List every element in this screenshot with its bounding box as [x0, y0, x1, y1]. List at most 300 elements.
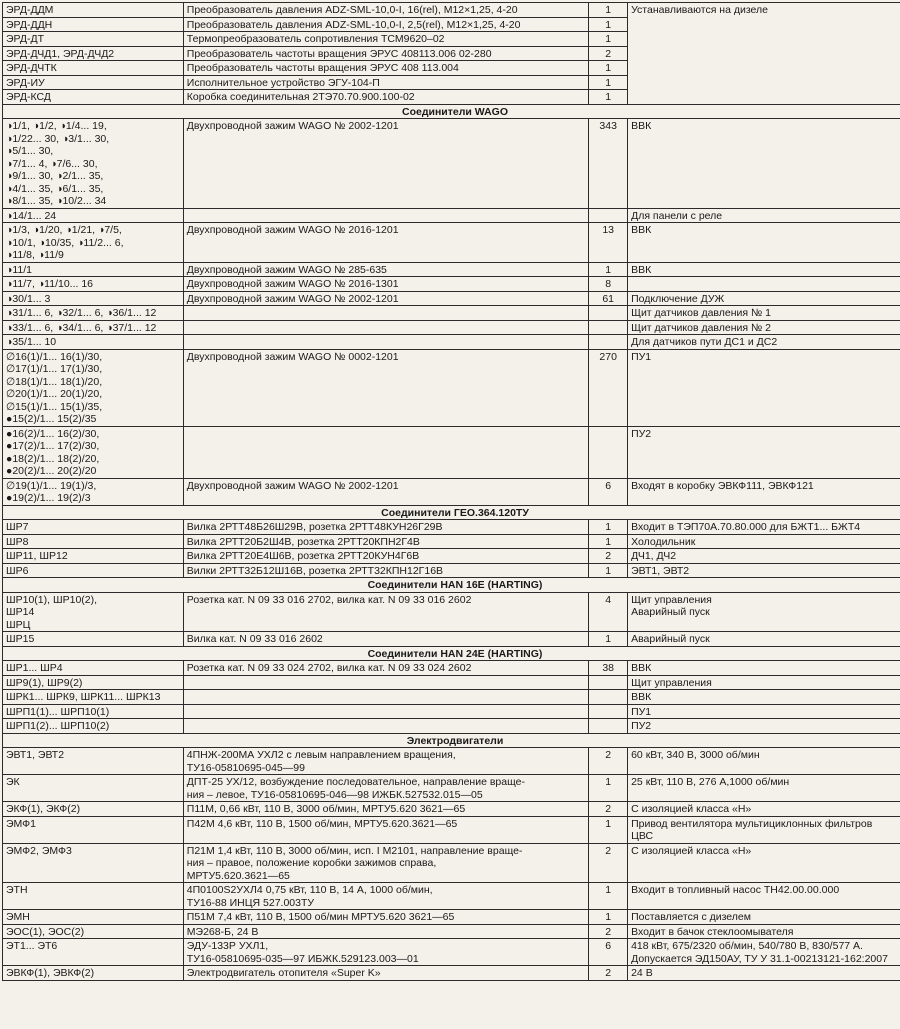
designation-cell: [3, 690, 184, 705]
designation-cell: [3, 802, 184, 817]
designation-cell-line: ШР11, ШР12: [6, 550, 68, 562]
note-cell: [628, 816, 900, 843]
designation-cell-line: ШР9(1), ШР9(2): [6, 676, 83, 689]
note-cell-line: Входит в бачок стеклоомывателя: [631, 925, 794, 938]
table-row: [3, 119, 900, 209]
description-cell-line: ния – левое, ТУ16-05810695-046—98 ИЖБК.527532.015—05: [186, 788, 483, 801]
quantity-cell: 1: [589, 75, 628, 90]
description-cell: [183, 939, 589, 966]
section-title: Соединители HAN 24E (HARTING): [3, 646, 900, 661]
quantity-cell: 1: [589, 17, 628, 32]
designation-cell: [3, 534, 184, 549]
section-title: Соединители HAN 16E (HARTING): [3, 578, 900, 593]
quantity-cell: 1: [589, 61, 628, 76]
note-cell-line: Поставляется с дизелем: [631, 911, 751, 923]
designation-cell: [3, 262, 184, 277]
designation-cell-line: ЭМФ1: [6, 817, 36, 830]
quantity-cell: 2: [589, 46, 628, 61]
description-cell-line: Двухпроводной зажим WAGO № 2002-1201: [186, 292, 399, 305]
table-row: [3, 520, 900, 535]
specification-table: [2, 2, 900, 981]
description-cell-line: Двухпроводной зажим WAGO № 0002-1201: [186, 350, 399, 363]
note-cell: [628, 802, 900, 817]
description-cell-line: МРТУ5.620.3621—65: [186, 869, 290, 882]
note-cell-line: ПУ2: [631, 720, 652, 732]
designation-cell: [3, 349, 184, 426]
designation-cell-line: ШРЦ: [6, 618, 31, 631]
designation-cell-line: ЭВТ1, ЭВТ2: [6, 749, 65, 761]
description-cell: [183, 306, 589, 321]
note-cell-line: Привод вентилятора мультициклонных фильтров: [631, 817, 873, 830]
quantity-cell: 1: [589, 816, 628, 843]
designation-cell: [3, 910, 184, 925]
designation-cell-line: ◑5/1... 30,: [6, 145, 54, 157]
note-cell-line: Входят в коробку ЭВКФ111, ЭВКФ121: [631, 479, 814, 492]
description-cell-line: Вилка 2РТТ20Е4Ш6В, розетка 2РТТ20КУН4Г6В: [186, 550, 420, 562]
table-row: [3, 549, 900, 564]
description-cell-line: Двухпроводной зажим WAGO № 285-635: [186, 263, 387, 276]
note-cell: [628, 119, 900, 209]
description-cell-line: [187, 720, 586, 733]
designation-cell-line: ШР1... ШР4: [6, 662, 63, 674]
designation-cell-line: ∅19(1)/1... 19(1)/3,: [6, 479, 97, 492]
table-row: [3, 534, 900, 549]
designation-cell-line: ∅16(1)/1... 16(1)/30,: [6, 350, 103, 363]
note-cell-line: Для панели с реле: [631, 209, 723, 222]
table-row: [3, 592, 900, 632]
table-row: [3, 802, 900, 817]
section-header-row: [3, 104, 900, 119]
description-cell: [183, 277, 589, 292]
description-cell: [183, 320, 589, 335]
note-cell: [628, 277, 900, 292]
note-cell: [628, 632, 900, 647]
note-cell-line: С изоляцией класса «Н»: [631, 803, 752, 815]
designation-cell: [3, 719, 184, 734]
designation-cell-line: ЭВКФ(1), ЭВКФ(2): [6, 967, 95, 979]
designation-cell-line: ШР10(1), ШР10(2),: [6, 593, 98, 606]
section-header-row: [3, 646, 900, 661]
note-cell: [628, 563, 900, 578]
description-cell: [183, 910, 589, 925]
note-cell-line: Аварийный пуск: [631, 633, 710, 645]
description-cell: [183, 704, 589, 719]
table-row: [3, 277, 900, 292]
description-cell: [183, 335, 589, 350]
quantity-cell: 1: [589, 632, 628, 647]
designation-cell-line: ◑35/1... 10: [6, 336, 57, 348]
quantity-cell: 2: [589, 549, 628, 564]
designation-cell-line: ◑4/1... 35, ◑6/1... 35,: [6, 182, 104, 195]
table-row: [3, 426, 900, 478]
description-cell-line: [187, 706, 586, 719]
description-cell-line: П11М, 0,66 кВт, 110 В, 3000 об/мин, МРТУ5.620 3621—65: [186, 803, 466, 815]
description-cell: [183, 426, 589, 478]
note-cell: [628, 335, 900, 350]
designation-cell: [3, 32, 184, 47]
designation-cell: [3, 592, 184, 632]
description-cell-line: Преобразователь частоты вращения ЭРУС 408113.006 02-280: [186, 47, 492, 60]
designation-cell-line: ЭРД-ИУ: [6, 76, 45, 89]
designation-cell: [3, 939, 184, 966]
designation-cell-line: ◑1/22... 30, ◑3/1... 30,: [6, 132, 110, 145]
designation-cell-line: ●19(2)/1... 19(2)/3: [6, 492, 91, 504]
designation-cell: [3, 75, 184, 90]
description-cell-line: ЭДУ-133Р УХЛ1,: [186, 940, 269, 952]
note-cell-line: ВВК: [631, 120, 652, 132]
description-cell-line: Вилки 2РТТ32Б12Ш16В, розетка 2РТТ32КПН12Г16В: [186, 564, 444, 577]
description-cell: [183, 675, 589, 690]
designation-cell-line: ЭОС(1), ЭОС(2): [6, 925, 85, 938]
quantity-cell: 343: [589, 119, 628, 209]
quantity-cell: 13: [589, 223, 628, 263]
designation-cell: [3, 90, 184, 105]
quantity-cell: 2: [589, 966, 628, 981]
description-cell-line: Преобразователь давления ADZ-SML-10,0-I, 2,5(rel), M12×1,25, 4-20: [186, 18, 521, 31]
designation-cell-line: ШРП1(2)... ШРП10(2): [6, 720, 110, 732]
description-cell: [183, 291, 589, 306]
note-cell: [628, 748, 900, 775]
designation-cell-line: ШРК1... ШРК9, ШРК11... ШРК13: [6, 691, 161, 703]
section-header-row: [3, 578, 900, 593]
description-cell-line: [187, 677, 586, 690]
description-cell-line: Преобразователь частоты вращения ЭРУС 408 113.004: [186, 62, 459, 74]
description-cell-line: [187, 428, 586, 441]
description-cell: [183, 883, 589, 910]
table-row: [3, 563, 900, 578]
table-row: [3, 478, 900, 505]
designation-cell-line: ●15(2)/1... 15(2)/35: [6, 413, 97, 425]
note-cell: [628, 208, 900, 223]
section-header-row: [3, 733, 900, 748]
description-cell: [183, 816, 589, 843]
description-cell-line: Двухпроводной зажим WAGO № 2016-1201: [186, 224, 399, 236]
note-cell: [628, 775, 900, 802]
designation-cell-line: ЭКФ(1), ЭКФ(2): [6, 803, 81, 815]
description-cell: [183, 262, 589, 277]
note-cell-line: Для датчиков пути ДС1 и ДС2: [631, 336, 778, 348]
note-cell: [628, 910, 900, 925]
quantity-cell: 1: [589, 910, 628, 925]
designation-cell-line: ◑11/7, ◑11/10... 16: [6, 278, 94, 290]
table-row: [3, 3, 900, 18]
designation-cell-line: ЭМФ2, ЭМФ3: [6, 844, 72, 857]
note-cell-line: Допускается ЭД150АУ, ТУ У 31.1-00213121-162:2007: [631, 952, 888, 965]
description-cell-line: ТУ16-88 ИНЦЯ 527.003ТУ: [186, 896, 315, 909]
table-row: [3, 939, 900, 966]
note-cell: [628, 3, 900, 105]
description-cell: [183, 549, 589, 564]
note-cell-line: ВВК: [631, 224, 652, 236]
designation-cell: [3, 675, 184, 690]
note-cell: [628, 675, 900, 690]
designation-cell-line: ◑14/1... 24: [6, 209, 57, 222]
table-row: [3, 843, 900, 883]
designation-cell: [3, 843, 184, 883]
designation-cell: [3, 61, 184, 76]
description-cell-line: Вилка кат. N 09 33 016 2602: [186, 633, 323, 645]
quantity-cell: [589, 320, 628, 335]
designation-cell-line: ◑9/1... 30, ◑2/1... 35,: [6, 170, 104, 182]
designation-cell-line: ШР14: [6, 606, 35, 618]
description-cell-line: Розетка кат. N 09 33 016 2702, вилка кат. N 09 33 016 2602: [186, 593, 472, 606]
table-row: [3, 883, 900, 910]
designation-cell: [3, 208, 184, 223]
description-cell-line: Вилка 2РТТ48Б26Ш29В, розетка 2РТТ48КУН26Г29В: [186, 521, 443, 533]
designation-cell: [3, 291, 184, 306]
note-cell-line: Входит в топливный насос ТН42.00.00.000: [631, 884, 840, 896]
description-cell-line: ДПТ-25 УХ/12, возбуждение последовательное, направление враще-: [186, 776, 525, 788]
note-cell: [628, 291, 900, 306]
description-cell: [183, 775, 589, 802]
designation-cell-line: ЭМН: [6, 911, 30, 923]
designation-cell: [3, 966, 184, 981]
table-row: [3, 223, 900, 263]
designation-cell: [3, 775, 184, 802]
table-row: [3, 335, 900, 350]
description-cell: [183, 592, 589, 632]
designation-cell: [3, 17, 184, 32]
note-cell: [628, 883, 900, 910]
description-cell-line: Коробка соединительная 2ТЭ70.70.900.100-02: [186, 91, 415, 103]
note-cell-line: Входит в ТЭП70А.70.80.000 для БЖТ1... БЖТ4: [631, 521, 861, 533]
table-row: [3, 748, 900, 775]
designation-cell-line: ЭТН: [6, 884, 28, 896]
note-cell: [628, 426, 900, 478]
note-cell: [628, 704, 900, 719]
description-cell-line: Исполнительное устройство ЭГУ-104-П: [186, 76, 380, 89]
description-cell: [183, 119, 589, 209]
description-cell-line: [187, 307, 586, 320]
designation-cell: [3, 3, 184, 18]
note-cell: [628, 661, 900, 676]
table-row: [3, 208, 900, 223]
quantity-cell: [589, 335, 628, 350]
note-cell: [628, 690, 900, 705]
section-title: Электродвигатели: [3, 733, 900, 748]
description-cell-line: П21М 1,4 кВт, 110 В, 3000 об/мин, исп. I М2101, направление враще-: [186, 844, 523, 857]
quantity-cell: 1: [589, 262, 628, 277]
table-row: [3, 816, 900, 843]
quantity-cell: [589, 690, 628, 705]
quantity-cell: 1: [589, 520, 628, 535]
designation-cell-line: ●18(2)/1... 18(2)/20,: [6, 452, 100, 465]
designation-cell-line: ◑7/1... 4, ◑7/6... 30,: [6, 157, 98, 170]
description-cell: [183, 843, 589, 883]
description-cell: [183, 17, 589, 32]
description-cell-line: Вилка 2РТТ20Б2Ш4В, розетка 2РТТ20КПН2Г4В: [186, 535, 420, 548]
designation-cell-line: ◑33/1... 6, ◑34/1... 6, ◑37/1... 12: [6, 321, 157, 334]
description-cell-line: 4ПНЖ-200МА УХЛ2 с левым направлением вращения,: [186, 749, 456, 761]
quantity-cell: 270: [589, 349, 628, 426]
note-cell-line: ЦВС: [631, 830, 654, 842]
note-cell: [628, 549, 900, 564]
description-cell: [183, 966, 589, 981]
designation-cell: [3, 46, 184, 61]
designation-cell-line: ЭРД-ДДН: [6, 18, 53, 31]
description-cell-line: Двухпроводной зажим WAGO № 2002-1201: [186, 120, 399, 132]
note-cell: [628, 262, 900, 277]
designation-cell: [3, 335, 184, 350]
quantity-cell: 1: [589, 563, 628, 578]
quantity-cell: [589, 719, 628, 734]
description-cell-line: 4П0100S2УХЛ4 0,75 кВт, 110 В, 14 А, 1000 об/мин,: [186, 884, 433, 896]
quantity-cell: 4: [589, 592, 628, 632]
note-cell: [628, 223, 900, 263]
designation-cell-line: ЭРД-ДТ: [6, 33, 44, 45]
designation-cell: [3, 704, 184, 719]
designation-cell: [3, 816, 184, 843]
quantity-cell: 1: [589, 534, 628, 549]
description-cell-line: Термопреобразователь сопротивления ТСМ9620–02: [186, 33, 445, 45]
designation-cell-line: ЭРД-ДДМ: [6, 4, 54, 16]
note-cell-line: 25 кВт, 110 В, 276 А,1000 об/мин: [631, 776, 790, 788]
quantity-cell: 1: [589, 32, 628, 47]
quantity-cell: 2: [589, 843, 628, 883]
designation-cell-line: ◑11/1: [6, 263, 32, 276]
designation-cell-line: ∅17(1)/1... 17(1)/30,: [6, 363, 103, 375]
note-cell-line: ВВК: [631, 263, 652, 276]
table-row: [3, 704, 900, 719]
designation-cell-line: ЭРД-ДЧТК: [6, 62, 57, 74]
description-cell: [183, 520, 589, 535]
description-cell-line: [187, 322, 586, 335]
description-cell: [183, 32, 589, 47]
description-cell-line: П51М 7,4 кВт, 110 В, 1500 об/мин МРТУ5.620 3621—65: [186, 911, 455, 923]
note-cell-line: ДЧ1, ДЧ2: [631, 550, 677, 562]
note-cell-line: Устанавливаются на дизеле: [631, 4, 768, 16]
designation-cell-line: ●16(2)/1... 16(2)/30,: [6, 427, 100, 440]
note-cell: [628, 478, 900, 505]
description-cell: [183, 748, 589, 775]
note-cell: [628, 592, 900, 632]
description-cell-line: Преобразователь давления ADZ-SML-10,0-I, 16(rel), M12×1,25, 4-20: [186, 4, 518, 16]
designation-cell: [3, 661, 184, 676]
note-cell: [628, 320, 900, 335]
designation-cell: [3, 883, 184, 910]
note-cell-line: 24 В: [631, 967, 653, 979]
description-cell: [183, 690, 589, 705]
designation-cell-line: ЭК: [6, 776, 20, 788]
table-row: [3, 775, 900, 802]
quantity-cell: 1: [589, 775, 628, 802]
description-cell-line: [187, 691, 586, 704]
designation-cell: [3, 320, 184, 335]
quantity-cell: [589, 704, 628, 719]
note-cell: [628, 719, 900, 734]
designation-cell-line: ◑11/8, ◑11/9: [6, 249, 64, 261]
designation-cell: [3, 924, 184, 939]
designation-cell-line: ШР15: [6, 633, 35, 645]
note-cell-line: Щит управления: [631, 676, 712, 689]
designation-cell-line: ∅15(1)/1... 15(1)/35,: [6, 400, 103, 413]
note-cell: [628, 843, 900, 883]
designation-cell-line: ◑30/1... 3: [6, 292, 51, 305]
description-cell-line: Двухпроводной зажим WAGO № 2016-1301: [186, 278, 399, 290]
description-cell-line: П42М 4,6 кВт, 110 В, 1500 об/мин, МРТУ5.620.3621—65: [186, 817, 458, 830]
description-cell: [183, 563, 589, 578]
designation-cell: [3, 549, 184, 564]
description-cell-line: [187, 210, 586, 223]
quantity-cell: [589, 208, 628, 223]
note-cell-line: Подключение ДУЖ: [631, 292, 725, 305]
note-cell-line: Щит управления: [631, 593, 712, 606]
quantity-cell: 38: [589, 661, 628, 676]
table-row: [3, 966, 900, 981]
table-row: [3, 320, 900, 335]
note-cell: [628, 306, 900, 321]
note-cell-line: 60 кВт, 340 В, 3000 об/мин: [631, 749, 760, 761]
designation-cell-line: ∅20(1)/1... 20(1)/20,: [6, 388, 103, 400]
description-cell: [183, 90, 589, 105]
description-cell: [183, 534, 589, 549]
quantity-cell: [589, 426, 628, 478]
designation-cell: [3, 119, 184, 209]
designation-cell-line: ●20(2)/1... 20(2)/20: [6, 465, 97, 477]
description-cell: [183, 46, 589, 61]
note-cell-line: [631, 278, 900, 291]
designation-cell-line: ШР7: [6, 521, 29, 533]
note-cell: [628, 939, 900, 966]
designation-cell: [3, 426, 184, 478]
note-cell-line: Холодильник: [631, 535, 696, 548]
table-row: [3, 924, 900, 939]
note-cell: [628, 534, 900, 549]
note-cell: [628, 520, 900, 535]
description-cell-line: ТУ16-05810695-045—99: [186, 761, 305, 774]
quantity-cell: [589, 306, 628, 321]
description-cell-line: ТУ16-05810695-035—97 ИБЖК.529123.003—01: [186, 952, 419, 965]
quantity-cell: 61: [589, 291, 628, 306]
description-cell: [183, 3, 589, 18]
designation-cell: [3, 306, 184, 321]
designation-cell: [3, 563, 184, 578]
note-cell-line: Щит датчиков давления № 1: [631, 307, 772, 319]
designation-cell-line: ◑31/1... 6, ◑32/1... 6, ◑36/1... 12: [6, 307, 157, 319]
description-cell: [183, 223, 589, 263]
note-cell-line: ПУ2: [631, 427, 652, 440]
table-row: [3, 661, 900, 676]
designation-cell-line: ШР8: [6, 535, 29, 548]
designation-cell-line: ◑1/1, ◑1/2, ◑1/4... 19,: [6, 120, 107, 132]
designation-cell: [3, 520, 184, 535]
table-row: [3, 910, 900, 925]
description-cell: [183, 208, 589, 223]
designation-cell-line: ●17(2)/1... 17(2)/30,: [6, 440, 100, 452]
designation-cell-line: ЭТ1... ЭТ6: [6, 940, 58, 952]
description-cell: [183, 478, 589, 505]
description-cell: [183, 61, 589, 76]
quantity-cell: 2: [589, 748, 628, 775]
designation-cell: [3, 632, 184, 647]
note-cell: [628, 924, 900, 939]
description-cell: [183, 802, 589, 817]
table-row: [3, 306, 900, 321]
description-cell: [183, 632, 589, 647]
designation-cell-line: ◑1/3, ◑1/20, ◑1/21, ◑7/5,: [6, 224, 122, 236]
designation-cell-line: ∅18(1)/1... 18(1)/20,: [6, 375, 103, 388]
designation-cell: [3, 478, 184, 505]
note-cell-line: ВВК: [631, 662, 652, 674]
quantity-cell: [589, 675, 628, 690]
table-row: [3, 262, 900, 277]
note-cell: [628, 349, 900, 426]
designation-cell-line: ШРП1(1)... ШРП10(1): [6, 705, 110, 718]
quantity-cell: 2: [589, 924, 628, 939]
description-cell-line: Двухпроводной зажим WAGO № 2002-1201: [186, 479, 399, 492]
designation-cell: [3, 277, 184, 292]
section-title: Соединители ГЕО.364.120ТУ: [3, 505, 900, 520]
